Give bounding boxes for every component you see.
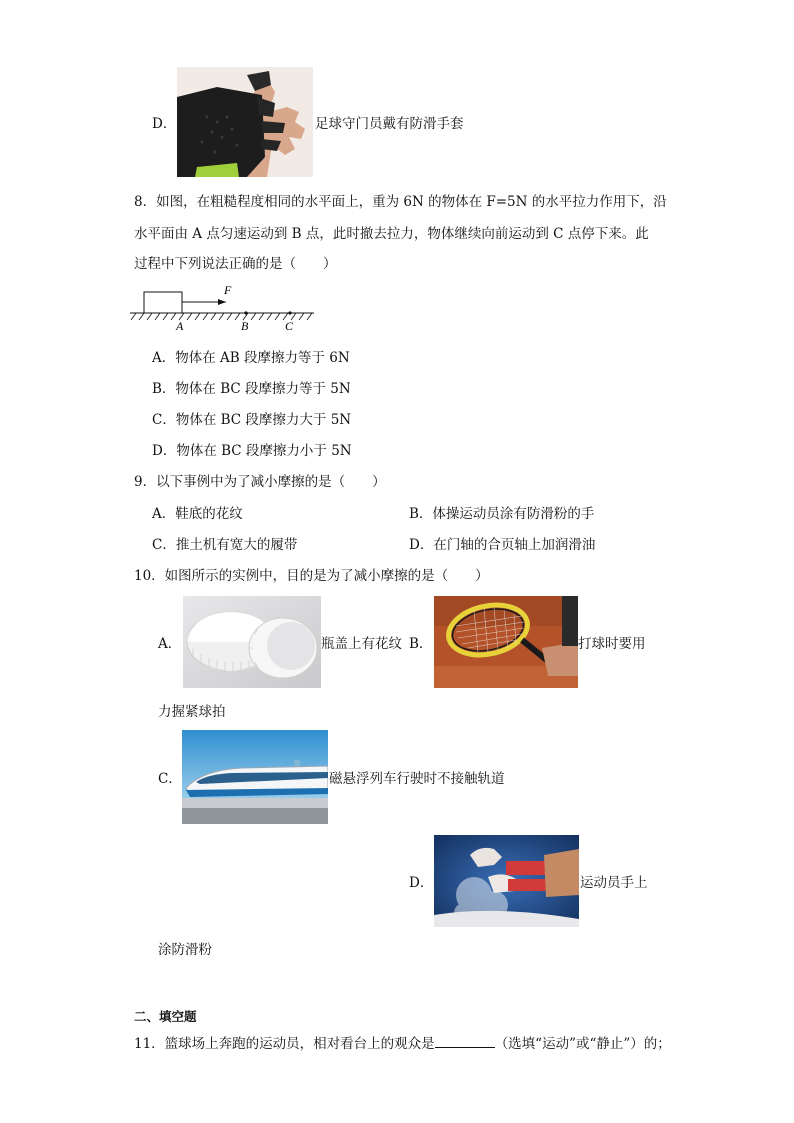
- q8-option-d: D．物体在 BC 段摩擦力小于 5N: [152, 443, 352, 459]
- q10-option-c-letter: C．: [158, 771, 182, 787]
- point-label-c: C: [285, 319, 294, 333]
- q11-stem: [134, 1035, 671, 1053]
- q9-option-a: A．鞋底的花纹: [152, 506, 243, 522]
- q10-option-d-text-cont: 涂防滑粉: [158, 942, 212, 958]
- point-label-b: B: [241, 319, 249, 333]
- q9-option-d: D．在门轴的合页轴上加润滑油: [409, 537, 596, 553]
- q10-option-a-text: 瓶盖上有花纹: [321, 636, 402, 652]
- point-label-a: A: [176, 319, 184, 333]
- q7-option-d-text: 足球守门员戴有防滑手套: [315, 116, 464, 132]
- q8-stem-line1: 8．如图，在粗糙程度相同的水平面上，重为 6N 的物体在 F=5N 的水平拉力作用下，沿: [134, 194, 667, 210]
- q11-text-before: 11．篮球场上奔跑的运动员，相对看台上的观众是: [134, 1036, 435, 1052]
- q10-option-b-text: 打球时要用: [578, 636, 646, 652]
- q8-stem-line2: 水平面由 A 点匀速运动到 B 点，此时撤去拉力，物体继续向前运动到 C 点停下来。此: [134, 226, 649, 242]
- q9-option-c: C．推土机有宽大的履带: [152, 537, 298, 553]
- q10-stem: 10．如图所示的实例中，目的是为了减小摩擦的是（ ）: [134, 568, 489, 584]
- q7-option-d-letter: D．: [152, 116, 177, 132]
- q10-option-c-text: 磁悬浮列车行驶时不接触轨道: [329, 771, 505, 787]
- q8-stem-line3: 过程中下列说法正确的是（ ）: [134, 256, 337, 272]
- q11-answer-blank: [435, 1035, 495, 1048]
- chalk-hands-image: [434, 835, 579, 927]
- q10-option-b-text-cont: 力握紧球拍: [158, 704, 226, 720]
- q8-option-a: A．物体在 AB 段摩擦力等于 6N: [152, 350, 350, 366]
- q11-text-after: （选填“运动”或“静止”）的；: [494, 1036, 671, 1052]
- bottle-caps-image: [183, 596, 321, 688]
- goalkeeper-glove-image: [177, 67, 313, 177]
- q8-option-c: C．物体在 BC 段摩擦力大于 5N: [152, 412, 352, 428]
- tennis-racket-image: [434, 596, 578, 688]
- q10-option-b-letter: B．: [409, 636, 433, 652]
- maglev-train-image: [182, 730, 328, 824]
- q8-force-diagram: [128, 282, 318, 334]
- q10-option-d-text: 运动员手上: [580, 875, 648, 891]
- q8-option-b: B．物体在 BC 段摩擦力等于 5N: [152, 381, 351, 397]
- q9-option-b: B．体操运动员涂有防滑粉的手: [409, 506, 595, 522]
- q9-stem: 9．以下事例中为了减小摩擦的是（ ）: [134, 474, 386, 490]
- q10-option-d-letter: D．: [409, 875, 434, 891]
- q10-option-a-letter: A．: [158, 636, 182, 652]
- force-label-f: F: [224, 283, 232, 297]
- section-title: 二、填空题: [134, 1009, 197, 1024]
